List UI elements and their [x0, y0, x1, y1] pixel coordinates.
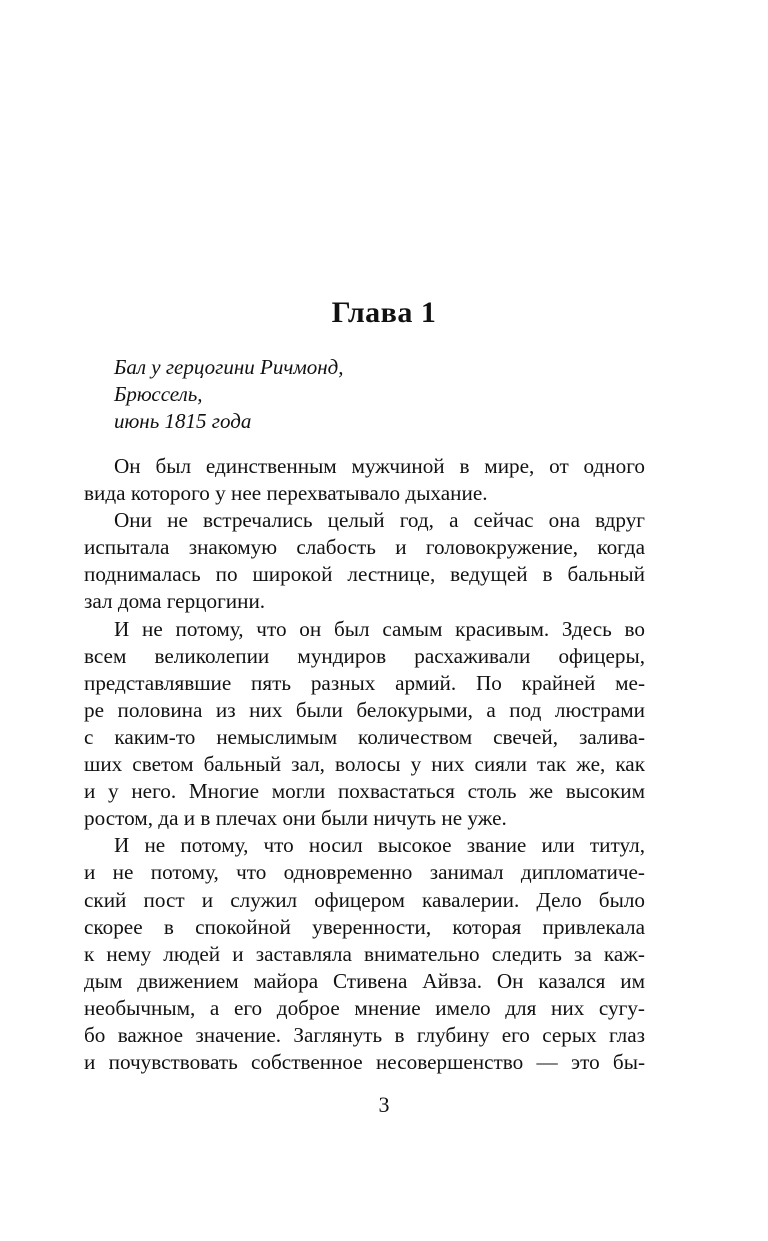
- text-line: И не потому, что носил высокое звание или титул,: [114, 833, 645, 858]
- paragraph: [84, 507, 645, 615]
- text-line: вида которого у нее перехватывало дыхание.: [84, 481, 488, 506]
- text-line: всем великолепии мундиров расхаживали офицеры,: [84, 643, 645, 668]
- text-line: Он был единственным мужчиной в мире, от одного: [114, 454, 645, 478]
- text-line: испытала знакомую слабость и головокружение, когда: [84, 535, 645, 560]
- page-number: 3: [378, 1092, 390, 1117]
- text-line: ский пост и служил офицером кавалерии. Дело было: [84, 887, 645, 912]
- text-line: И не потому, что он был самым красивым. Здесь во: [114, 616, 645, 641]
- paragraph: [84, 453, 645, 507]
- text-line: и почувствовать собственное несовершенство — это бы-: [84, 1050, 645, 1075]
- body-text: [84, 453, 645, 1076]
- text-line: ростом, да и в плечах они были ничуть не уже.: [84, 806, 507, 831]
- text-line: дым движением майора Стивена Айвза. Он казался им: [84, 968, 645, 993]
- text-line: Они не встречались целый год, а сейчас она вдруг: [114, 508, 645, 533]
- epigraph-line: Бал у герцогини Ричмонд,: [114, 355, 344, 379]
- epigraph-line: июнь 1815 года: [114, 409, 252, 433]
- paragraph: [84, 832, 645, 1076]
- text-line: и у него. Многие могли похвастаться столь же высоким: [84, 779, 645, 804]
- text-line: бо важное значение. Заглянуть в глубину его серых глаз: [84, 1022, 645, 1047]
- text-line: ре половина из них были белокурыми, а под люстрами: [84, 697, 645, 722]
- text-line: представлявшие пять разных армий. По крайней ме-: [84, 670, 645, 695]
- text-line: и не потому, что одновременно занимал дипломатиче-: [84, 860, 645, 885]
- text-line: с каким-то немыслимым количеством свечей, залива-: [84, 724, 645, 749]
- epigraph-line: Брюссель,: [114, 382, 203, 406]
- text-line: скорее в спокойной уверенности, которая привлекала: [84, 914, 645, 939]
- text-line: поднималась по широкой лестнице, ведущей в бальный: [84, 562, 645, 587]
- text-line: ших светом бальный зал, волосы у них сияли так же, как: [84, 752, 645, 777]
- text-line: зал дома герцогини.: [84, 589, 266, 614]
- paragraph: [84, 616, 645, 833]
- epigraph: [114, 354, 344, 435]
- text-line: к нему людей и заставляла внимательно следить за каж-: [84, 941, 645, 966]
- text-line: необычным, а его доброе мнение имело для них сугу-: [84, 995, 645, 1020]
- chapter-title: Глава 1: [331, 296, 437, 329]
